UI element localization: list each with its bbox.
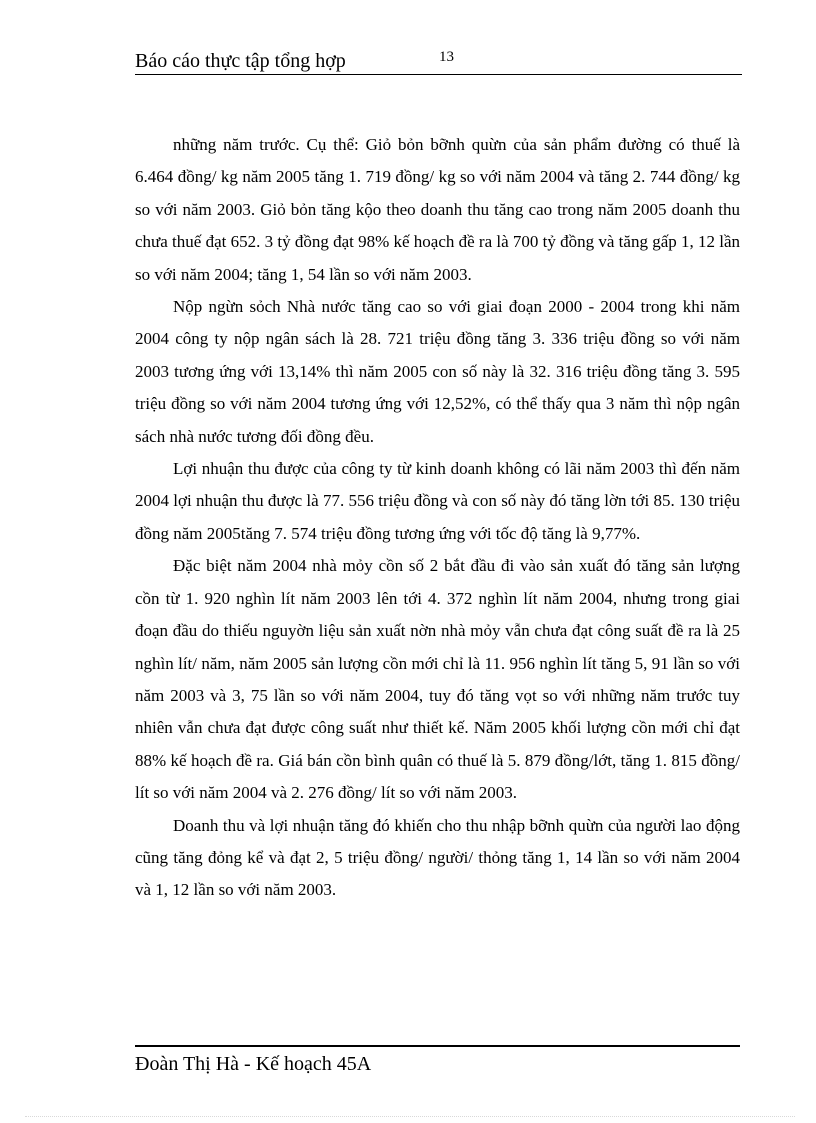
- page-footer: [135, 1045, 740, 1075]
- body-text: [135, 129, 740, 907]
- page-header: [135, 48, 742, 75]
- page-number: 13: [439, 49, 454, 65]
- page-edge-divider: [25, 1116, 795, 1117]
- paragraph-profit: Lợi nhuận thu được của công ty từ kinh doanh không có lãi năm 2003 thì đến năm 2004 lợi nhuận thu được là 77. 556 triệu đồng và con số này đó tăng lờn tới 85. 130 triệu đồng năm 2005tăng 7. 574 triệu đồng tương ứng với tốc độ tăng là 9,77%.: [135, 459, 740, 543]
- footer-author: Đoàn Thị Hà - Kế hoạch 45A: [135, 1053, 372, 1075]
- header-title: Báo cáo thực tập tổng hợp: [135, 50, 346, 72]
- paragraph-sugar-price: những năm trước. Cụ thể: Giỏ bỏn bỡnh quừn của sản phẩm đường có thuế là 6.464 đồng/ kg năm 2005 tăng 1. 719 đồng/ kg so với năm 2004 và tăng 2. 744 đồng/ kg so với năm 2003. Giỏ bỏn tăng kộo theo doanh thu tăng cao trong năm 2005 doanh thu chưa thuế đạt 652. 3 tỷ đồng đạt 98% kế hoạch đề ra là 700 tỷ đồng và tăng gấp 1, 12 lần so với năm 2004; tăng 1, 54 lần so với năm 2003.: [135, 135, 741, 284]
- paragraph-state-budget: Nộp ngừn sỏch Nhà nước tăng cao so với giai đoạn 2000 - 2004 trong khi năm 2004 công ty nộp ngân sách là 28. 721 triệu đồng tăng 3. 336 triệu đồng so với năm 2003 tương ứng với 13,14% thì năm 2005 con số này là 32. 316 triệu đồng tăng 3. 595 triệu đồng so với năm 2004 tương ứng với 12,52%, có thể thấy qua 3 năm thì nộp ngân sách nhà nước tương đối đồng đều.: [135, 297, 740, 446]
- paragraph-alcohol-plant: Đặc biệt năm 2004 nhà mỏy cồn số 2 bắt đầu đi vào sản xuất đó tăng sản lượng cồn từ 1. 920 nghìn lít năm 2003 lên tới 4. 372 nghìn lít năm 2004, nhưng trong giai đoạn đầu do thiếu nguyờn liệu sản xuất nờn nhà mỏy vẫn chưa đạt công suất đề ra là 25 nghìn lít/ năm, năm 2005 sản lượng cồn mới chỉ là 11. 956 nghìn lít tăng 5, 91 lần so với năm 2003 và 3, 75 lần so với năm 2004, tuy đó tăng vọt so với những năm trước tuy nhiên vẫn chưa đạt được công suất như thiết kế. Năm 2005 khối lượng cồn mới chỉ đạt 88% kế hoạch đề ra. Giá bán cồn bình quân có thuế là 5. 879 đồng/lớt, tăng 1. 815 đồng/ lít so với năm 2004 và 2. 276 đồng/ lít so với năm 2003.: [135, 556, 740, 803]
- paragraph-income: Doanh thu và lợi nhuận tăng đó khiến cho thu nhập bỡnh quừn của người lao động cũng tăng đỏng kể và đạt 2, 5 triệu đồng/ người/ thỏng tăng 1, 14 lần so với năm 2004 và 1, 12 lần so với năm 2003.: [135, 815, 740, 900]
